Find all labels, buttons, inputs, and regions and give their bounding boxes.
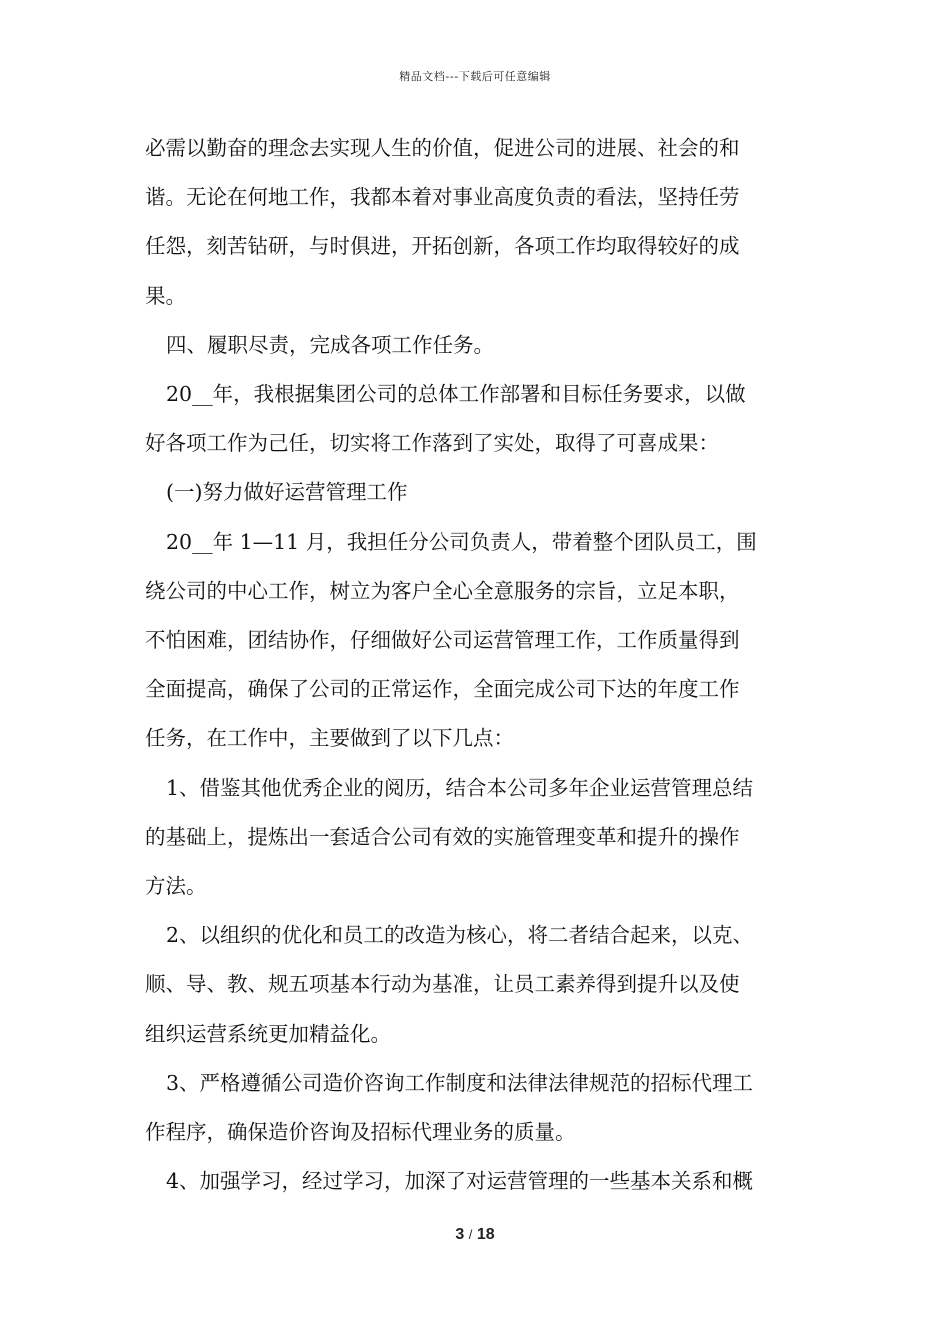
section-heading — [145, 321, 807, 370]
text-line: 不怕困难，团结协作，仔细做好公司运营管理工作，工作质量得到 — [145, 628, 740, 653]
text-line: 全面提高，确保了公司的正常运作，全面完成公司下达的年度工作 — [145, 677, 740, 702]
text-line: 的基础上，提炼出一套适合公司有效的实施管理变革和提升的操作 — [145, 824, 740, 849]
total-pages: 18 — [476, 1226, 495, 1243]
text-line: 20__年 1—11 月，我担任分公司负责人，带着整个团队员工，围 — [166, 529, 757, 554]
text-line: 20__年，我根据集团公司的总体工作部署和目标任务要求，以做 — [166, 382, 746, 407]
text-line: 3、严格遵循公司造价咨询工作制度和法律法律规范的招标代理工 — [166, 1070, 754, 1095]
page-separator: / — [468, 1227, 473, 1242]
text-line: 1、借鉴其他优秀企业的阅历，结合本公司多年企业运营管理总结 — [166, 775, 754, 800]
text-line: (一)努力做好运营管理工作 — [166, 480, 408, 505]
text-line: 方法。 — [145, 874, 207, 899]
text-line: 四、履职尽责，完成各项工作任务。 — [166, 332, 494, 357]
text-line: 好各项工作为己任，切实将工作落到了实处，取得了可喜成果： — [145, 431, 719, 456]
paragraph — [145, 370, 807, 468]
text-line: 任怨，刻苦钻研，与时俱进，开拓创新，各项工作均取得较好的成 — [145, 234, 740, 259]
current-page: 3 — [455, 1226, 465, 1243]
page-header: 精品文档---下载后可任意编辑 — [399, 70, 551, 83]
text-line: 必需以勤奋的理念去实现人生的价值，促进公司的进展、社会的和 — [145, 136, 740, 160]
text-line: 4、加强学习，经过学习，加深了对运营管理的一些基本关系和概 — [166, 1169, 754, 1194]
page-number — [0, 1226, 950, 1244]
subsection-heading — [145, 468, 807, 517]
text-line: 谐。无论在何地工作，我都本着对事业高度负责的看法，坚持任劳 — [145, 185, 740, 210]
text-line: 2、以组织的优化和员工的改造为核心，将二者结合起来，以克、 — [166, 923, 754, 948]
list-item — [145, 1059, 807, 1157]
paragraph — [145, 124, 807, 321]
paragraph — [145, 518, 807, 764]
list-item — [145, 1157, 807, 1206]
text-line: 任务，在工作中，主要做到了以下几点： — [145, 726, 514, 751]
list-item — [145, 764, 807, 912]
text-line: 绕公司的中心工作，树立为客户全心全意服务的宗旨，立足本职， — [145, 578, 740, 603]
text-line: 组织运营系统更加精益化。 — [145, 1021, 391, 1046]
text-line: 果。 — [145, 283, 186, 308]
document-body — [145, 124, 807, 1206]
text-line: 作程序，确保造价咨询及招标代理业务的质量。 — [145, 1120, 576, 1145]
text-line: 顺、导、教、规五项基本行动为基准，让员工素养得到提升以及使 — [145, 972, 740, 997]
list-item — [145, 911, 807, 1059]
